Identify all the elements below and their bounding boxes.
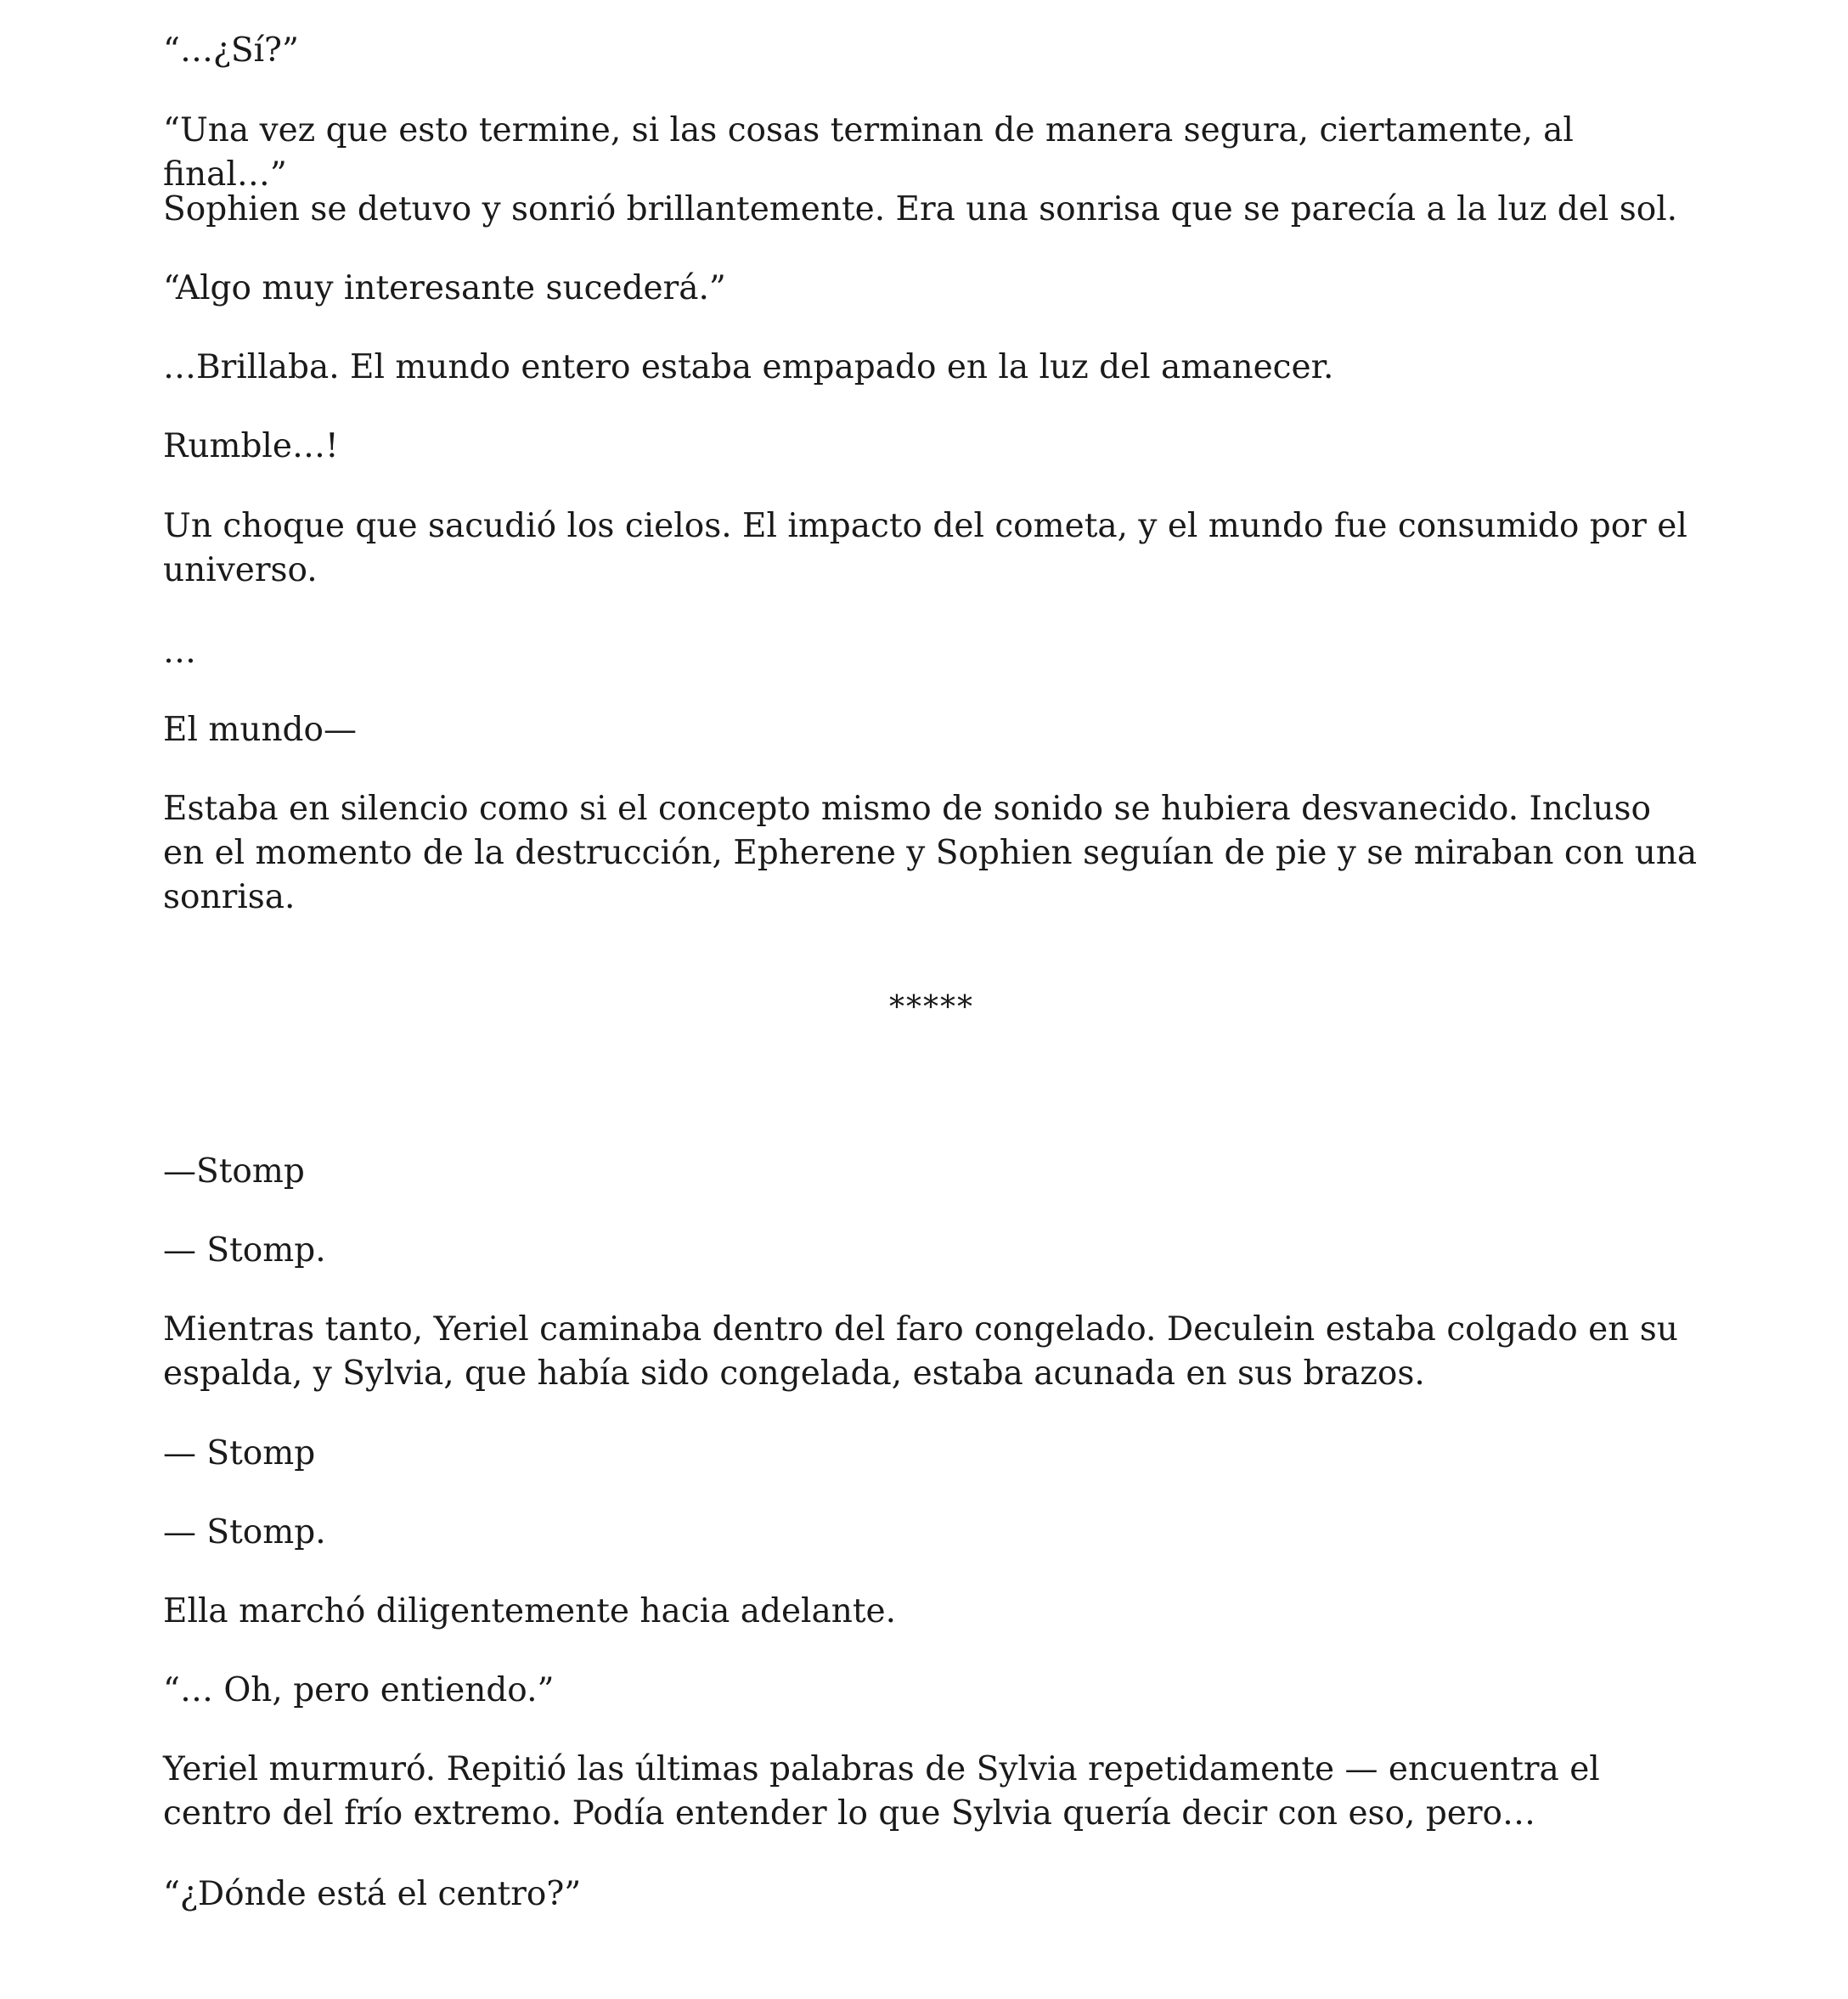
section-separator: ***** [889, 990, 974, 1025]
paragraph: Ella marchó diligentemente hacia adelante. [163, 1592, 897, 1630]
paragraph: — Stomp [163, 1434, 316, 1473]
paragraph: … [163, 633, 196, 671]
paragraph: …Brillaba. El mundo entero estaba empapado en la luz del amanecer. [163, 348, 1334, 386]
paragraph: El mundo— [163, 711, 358, 749]
paragraph: Un choque que sacudió los cielos. El impacto del cometa, y el mundo fue consumido por el universo. [163, 507, 1687, 589]
paragraph: — Stomp. [163, 1513, 326, 1551]
paragraph: Rumble…! [163, 427, 339, 465]
paragraph: “¿Dónde está el centro?” [163, 1875, 582, 1913]
paragraph: Sophien se detuvo y sonrió brillantemente. Era una sonrisa que se parecía a la luz del sol. [163, 190, 1678, 228]
paragraph: — Stomp. [163, 1231, 326, 1270]
paragraph: Mientras tanto, Yeriel caminaba dentro del faro congelado. Deculein estaba colgado en su espalda, y Sylvia, que había sido congelada, estaba acunada en sus brazos. [163, 1310, 1678, 1393]
paragraph: “Algo muy interesante sucederá.” [163, 269, 726, 307]
paragraph: —Stomp [163, 1152, 305, 1191]
paragraph: “… Oh, pero entiendo.” [163, 1671, 555, 1709]
paragraph: Estaba en silencio como si el concepto mismo de sonido se hubiera desvanecido. Incluso en el momento de la destrucción, Epherene y Sophien seguían de pie y se miraban con una sonrisa. [163, 790, 1698, 916]
paragraph: Yeriel murmuró. Repitió las últimas palabras de Sylvia repetidamente — encuentra el centro del frío extremo. Podía entender lo que Sylvia quería decir con eso, pero… [163, 1750, 1600, 1833]
paragraph: “Una vez que esto termine, si las cosas terminan de manera segura, ciertamente, al final…” [163, 111, 1574, 194]
paragraph: “…¿Sí?” [163, 31, 299, 70]
